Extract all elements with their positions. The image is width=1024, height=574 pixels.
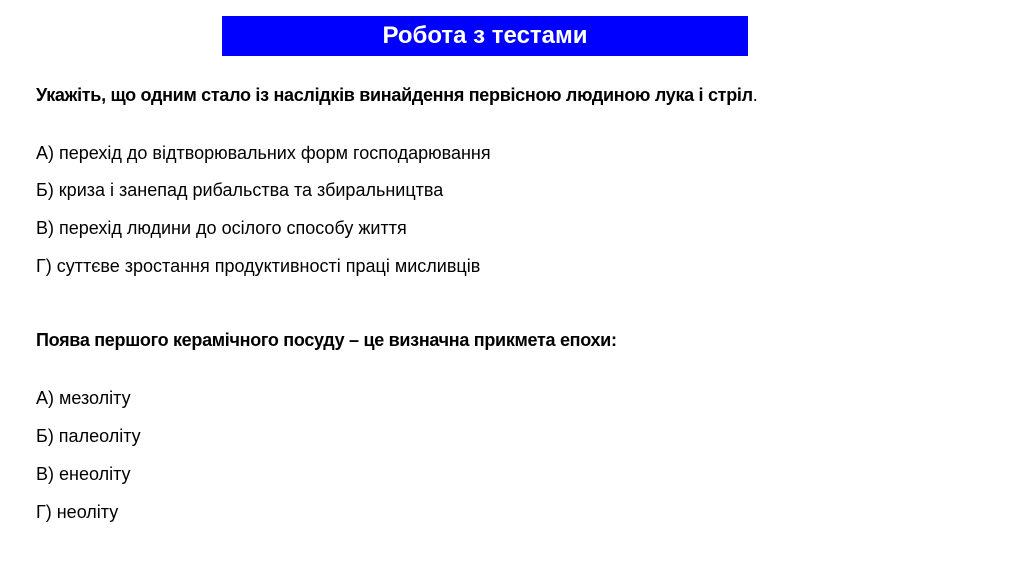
question-1-period: . [752, 85, 758, 105]
question-1-text [36, 86, 757, 104]
question-2-option-c: В) енеоліту [36, 464, 131, 484]
question-1-option-b: Б) криза і занепад рибальства та збиральництва [36, 180, 444, 200]
question-2-text: Поява першого керамічного посуду – це визначна прикмета епохи: [36, 330, 617, 350]
question-1-option-a: А) перехід до відтворювальних форм господарювання [36, 143, 491, 163]
question-2-option-d: Г) неоліту [36, 502, 119, 522]
question-1-main: Укажіть, що одним стало із наслідків винайдення первісною людиною лука і стріл [36, 85, 753, 105]
slide-title: Робота з тестами [382, 22, 588, 49]
title-banner [222, 16, 748, 56]
question-1-option-d: Г) суттєве зростання продуктивності праці мисливців [36, 256, 481, 276]
question-1-option-c: В) перехід людини до осілого способу життя [36, 218, 407, 238]
question-2-option-a: А) мезоліту [36, 388, 131, 408]
question-2-option-b: Б) палеоліту [36, 426, 141, 446]
